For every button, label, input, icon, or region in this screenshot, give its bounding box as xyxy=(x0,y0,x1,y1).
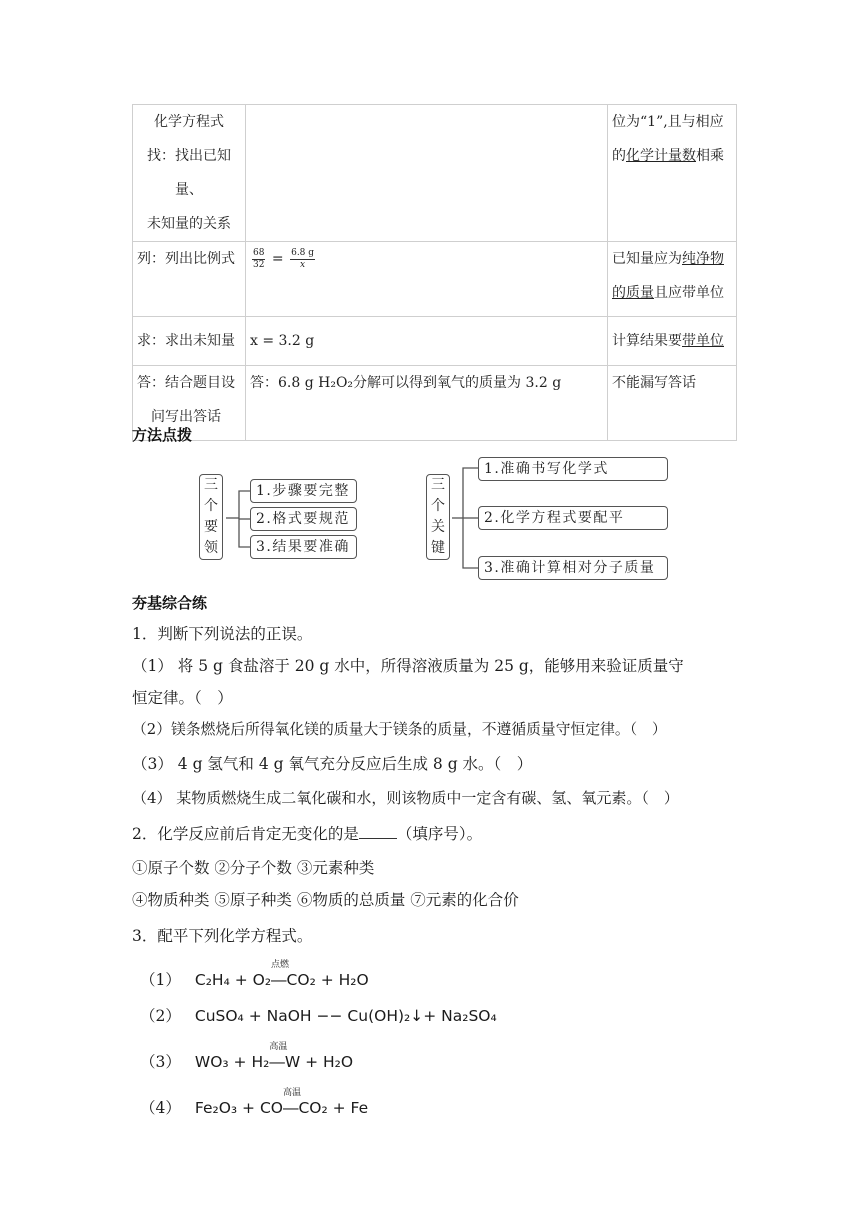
table-row xyxy=(133,366,737,441)
reaction-arrow: 点燃 ― xyxy=(271,971,287,989)
step-content-cell xyxy=(246,317,608,366)
fraction-right: $\frac{6.8 g}{x}$ xyxy=(291,247,315,270)
left-item-box: 2.格式要规范 xyxy=(250,507,357,531)
step-label-cell xyxy=(133,242,246,317)
step-note-cell: 计算结果要带单位 xyxy=(608,317,737,366)
step-content-cell xyxy=(246,366,608,441)
table-row xyxy=(133,242,737,317)
equation-3: （3） WO₃ + H₂ 高温 ―W + H₂O xyxy=(140,1050,353,1072)
right-title-box: 三 个 关 键 xyxy=(426,474,450,560)
step-content-cell xyxy=(246,105,608,242)
step-label: 化学方程式 xyxy=(154,114,224,130)
practice-heading: 夯基综合练 xyxy=(132,594,208,612)
equation-1: （1） C₂H₄ + O₂ 点燃 ―CO₂ + H₂O xyxy=(140,968,369,990)
question-1-item-1: （1） 将 5 g 食盐溶于 20 g 水中，所得溶液质量为 25 g，能够用来验证质量守 xyxy=(132,657,684,675)
step-note: 的化学计量数相乘 xyxy=(612,148,724,164)
table-row xyxy=(133,105,737,242)
reaction-condition: 高温 xyxy=(282,1088,301,1098)
step-label: 找：找出已知量、 xyxy=(147,148,231,198)
question-3-stem: 3．配平下列化学方程式。 xyxy=(132,927,313,945)
question-1-item-1-cont: 恒定律。（ ） xyxy=(132,689,233,707)
left-item-box: 1.步骤要完整 xyxy=(250,479,357,503)
step-note: 的质量且应带单位 xyxy=(612,285,724,301)
reaction-arrow: 高温 ― xyxy=(269,1053,285,1071)
right-item-box: 1.准确书写化学式 xyxy=(478,457,668,481)
step-answer: 答：6.8 g H₂O₂分解可以得到氧气的质量为 3.2 g xyxy=(250,375,562,391)
question-2-stem: 2．化学反应前后肯定无变化的是 （填序号）。 xyxy=(132,825,483,843)
question-2-options: ④物质种类 ⑤原子种类 ⑥物质的总质量 ⑦元素的化合价 xyxy=(132,891,519,909)
method-diagram xyxy=(195,456,675,584)
step-label-cell xyxy=(133,317,246,366)
right-item-box: 2.化学方程式要配平 xyxy=(478,506,668,530)
reaction-arrow: 高温 ― xyxy=(283,1099,299,1117)
question-1-item-4: （4） 某物质燃烧生成二氧化碳和水，则该物质中一定含有碳、氢、氧元素。（ ） xyxy=(132,789,679,807)
equation-2: （2） CuSO₄ + NaOH −− Cu(OH)₂↓+ Na₂SO₄ xyxy=(140,1007,497,1025)
fraction-left: $\frac{68}{32}$ xyxy=(253,247,265,270)
step-label: 问写出答话 xyxy=(151,409,221,425)
table-row xyxy=(133,317,737,366)
step-note-cell xyxy=(608,105,737,242)
step-result: x = 3.2 g xyxy=(250,333,315,349)
step-label: 未知量的关系 xyxy=(147,216,231,232)
underlined-term: 化学计量数 xyxy=(626,148,696,164)
question-1-item-2: （2）镁条燃烧后所得氧化镁的质量大于镁条的质量，不遵循质量守恒定律。（ ） xyxy=(132,721,667,738)
step-note: 不能漏写答话 xyxy=(612,375,696,391)
step-label-cell xyxy=(133,105,246,242)
step-label: 列：列出比例式 xyxy=(137,251,235,267)
underlined-term: 带单位 xyxy=(682,333,724,349)
step-label: 答：结合题目设 xyxy=(137,375,235,391)
step-content-cell: $\frac{68}{32}$ = $\frac{6.8 g}{x}$ xyxy=(246,242,608,317)
reaction-condition: 点燃 xyxy=(271,960,290,970)
reaction-dash: −− xyxy=(311,1007,348,1025)
equation-4: （4） Fe₂O₃ + CO 高温 ―CO₂ + Fe xyxy=(140,1096,368,1118)
right-item-box: 3.准确计算相对分子质量 xyxy=(478,556,668,580)
reaction-condition: 高温 xyxy=(269,1042,288,1052)
step-note: 位为“1”,且与相应 xyxy=(612,114,724,130)
step-note-cell xyxy=(608,242,737,317)
step-label: 求：求出未知量 xyxy=(137,333,235,349)
question-2-options: ①原子个数 ②分子个数 ③元素种类 xyxy=(132,859,375,877)
answer-blank[interactable] xyxy=(359,824,397,839)
steps-table xyxy=(132,104,737,441)
left-title-box: 三 个 要 领 xyxy=(199,474,223,560)
question-1-item-3: （3） 4 g 氢气和 4 g 氧气充分反应后生成 8 g 水。（ ） xyxy=(132,755,533,773)
step-note-cell xyxy=(608,366,737,441)
left-item-box: 3.结果要准确 xyxy=(250,535,357,559)
question-1-stem: 1．判断下列说法的正误。 xyxy=(132,625,313,643)
method-heading: 方法点拨 xyxy=(132,426,193,444)
step-note: 已知量应为纯净物 xyxy=(612,251,724,267)
